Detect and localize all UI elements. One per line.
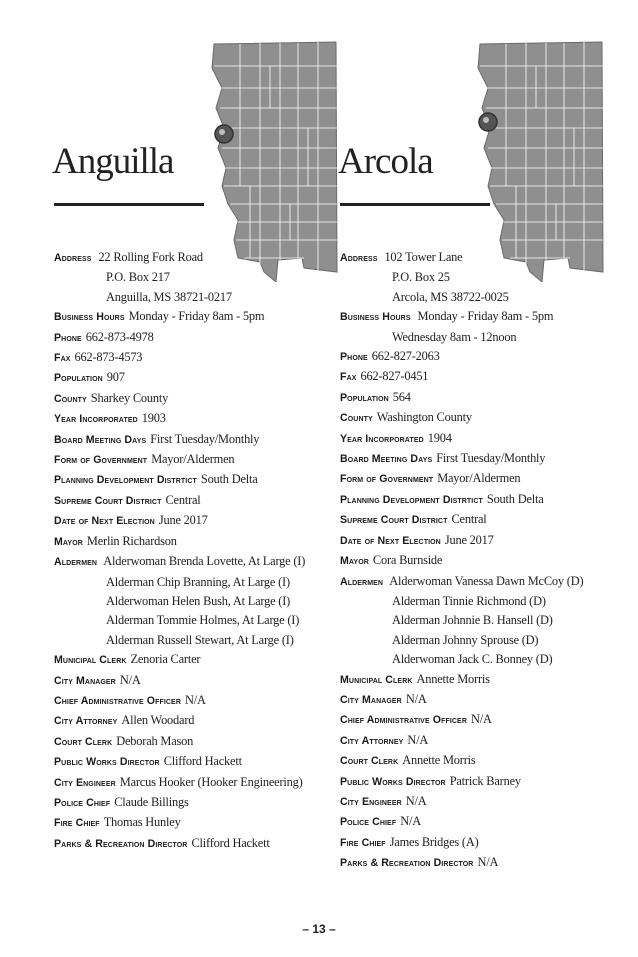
field-value: First Tuesday/Monthly: [150, 431, 260, 446]
field-label: Supreme Court District: [54, 494, 162, 507]
field-value: Clifford Hackett: [191, 835, 270, 850]
field-value: South Delta: [486, 491, 544, 506]
field-label: Police Chief: [340, 816, 397, 829]
field-row: [340, 469, 630, 489]
field-label: Chief Administrative Officer: [340, 714, 467, 727]
field-row: [54, 650, 344, 670]
field-label: Fire Chief: [54, 817, 100, 830]
field-label: Court Clerk: [54, 735, 113, 748]
field-row: [340, 812, 630, 832]
field-label: Police Chief: [54, 796, 111, 809]
field-value: Merlin Richardson: [86, 533, 177, 548]
field-label: Fax: [340, 371, 357, 384]
alderman-item: Alderman Johnnie B. Hansell (D): [392, 613, 553, 628]
field-label: Municipal Clerk: [340, 673, 413, 686]
field-value: Claude Billings: [114, 794, 189, 809]
town-entry-anguilla: [50, 0, 340, 880]
field-value: 662-827-0451: [360, 369, 429, 384]
field-value: N/A: [405, 793, 427, 808]
field-label: Supreme Court District: [340, 514, 448, 527]
field-value: June 2017: [444, 532, 494, 547]
field-label: City Attorney: [340, 734, 404, 747]
field-value: Monday - Friday 8am - 5pm: [128, 309, 265, 324]
field-row: [340, 347, 630, 367]
field-value: Clifford Hackett: [163, 754, 242, 769]
alderman-item: Alderman Chip Branning, At Large (I): [106, 574, 290, 589]
field-value: Thomas Hunley: [103, 815, 181, 830]
field-row: [54, 732, 344, 752]
field-value: N/A: [470, 712, 492, 727]
field-row: [340, 751, 630, 771]
field-label: Board Meeting Days: [340, 453, 433, 466]
field-label: Board Meeting Days: [54, 433, 147, 446]
field-row: [340, 731, 630, 751]
alderman-item: Alderman Johnny Sprouse (D): [392, 632, 539, 647]
field-row: [54, 470, 344, 490]
field-value: Marcus Hooker (Hooker Engineering): [119, 774, 303, 789]
business-hours-row: Business Hours Monday - Friday 8am - 5pm: [340, 309, 554, 324]
alderman-item: Alderwoman Jack C. Bonney (D): [392, 652, 553, 667]
town-title: Arcola: [338, 141, 433, 182]
field-row: [54, 691, 344, 711]
field-row: [54, 773, 344, 793]
field-value: First Tuesday/Monthly: [436, 451, 546, 466]
field-row: [340, 833, 630, 853]
field-value: 907: [106, 370, 125, 385]
field-label: Planning Development Distrtict: [54, 474, 197, 487]
field-value: 662-873-4573: [74, 350, 143, 365]
field-value: N/A: [119, 672, 141, 687]
field-row: [340, 490, 630, 510]
alderman-item: Alderman Tommie Holmes, At Large (I): [106, 613, 300, 628]
field-row: [340, 551, 630, 571]
field-value: Annette Morris: [402, 753, 476, 768]
alderman-item: Alderman Tinnie Richmond (D): [392, 593, 546, 608]
town-entry-arcola: [336, 0, 626, 880]
field-row: [340, 388, 630, 408]
field-label: Parks & Recreation Director: [54, 837, 188, 850]
field-row: [340, 429, 630, 449]
page-number: – 13 –: [302, 922, 336, 936]
field-value: Washington County: [376, 410, 472, 425]
field-value: N/A: [405, 691, 427, 706]
field-row: [340, 772, 630, 792]
field-label: Date of Next Election: [340, 534, 441, 547]
field-row: [54, 389, 344, 409]
field-label: Business Hours: [54, 311, 125, 324]
field-value: Deborah Mason: [116, 733, 194, 748]
field-value: Patrick Barney: [449, 773, 521, 788]
mississippi-map-icon: [194, 36, 344, 282]
field-label: Population: [340, 391, 389, 404]
field-row: [340, 510, 630, 530]
field-row: [54, 532, 344, 552]
field-row: [54, 813, 344, 833]
field-row: [340, 853, 630, 873]
field-row: [54, 511, 344, 531]
field-row: [340, 531, 630, 551]
field-label: Planning Development Distrtict: [340, 493, 483, 506]
field-row: [340, 690, 630, 710]
title-rule: [340, 203, 490, 206]
field-value: 564: [392, 389, 411, 404]
field-row: [54, 491, 344, 511]
field-label: County: [54, 392, 87, 405]
field-label: Form of Government: [54, 454, 148, 467]
field-value: 1903: [141, 411, 166, 426]
field-label: City Attorney: [54, 715, 118, 728]
field-value: N/A: [184, 692, 206, 707]
field-label: Public Works Director: [54, 756, 160, 769]
field-value: 662-873-4978: [85, 329, 154, 344]
field-row: [54, 752, 344, 772]
field-value: Cora Burnside: [372, 553, 443, 568]
field-value: 1904: [427, 430, 452, 445]
field-label: Phone: [54, 331, 82, 344]
field-value: James Bridges (A): [389, 834, 479, 849]
alderman-item: Alderman Russell Stewart, At Large (I): [106, 632, 294, 647]
field-label: Fire Chief: [340, 836, 386, 849]
field-label: Mayor: [340, 555, 369, 568]
field-value: Central: [451, 512, 487, 527]
field-label: Year Incorporated: [340, 432, 424, 445]
field-row: [54, 307, 344, 327]
town-details: [340, 248, 630, 874]
aldermen-row: Aldermen Alderwoman Vanessa Dawn McCoy (D): [340, 573, 584, 588]
field-row: [340, 449, 630, 469]
field-label: County: [340, 412, 373, 425]
field-value: N/A: [407, 732, 429, 747]
field-label: Date of Next Election: [54, 515, 155, 528]
field-label: Form of Government: [340, 473, 434, 486]
field-label: City Engineer: [340, 795, 402, 808]
address-line: Arcola, MS 38722-0025: [392, 289, 509, 304]
aldermen-row: Aldermen Alderwoman Brenda Lovette, At Large (I): [54, 554, 306, 569]
field-label: Mayor: [54, 535, 83, 548]
field-row: [340, 710, 630, 730]
field-value: 662-827-2063: [371, 349, 440, 364]
field-value: Annette Morris: [416, 671, 490, 686]
field-row: [54, 793, 344, 813]
field-row: [54, 368, 344, 388]
field-value: June 2017: [158, 513, 208, 528]
mississippi-map-icon: [460, 36, 610, 282]
address-line: Anguilla, MS 38721-0217: [106, 289, 232, 304]
field-row: [54, 430, 344, 450]
field-label: City Manager: [54, 674, 116, 687]
field-label: Public Works Director: [340, 775, 446, 788]
address-row: Address 102 Tower Lane: [340, 250, 463, 264]
field-value: Allen Woodard: [121, 713, 195, 728]
field-value: Central: [165, 492, 201, 507]
town-title: Anguilla: [52, 141, 174, 182]
field-row: [54, 450, 344, 470]
town-details: [54, 248, 344, 854]
field-label: Phone: [340, 351, 368, 364]
field-value: N/A: [477, 855, 499, 870]
field-row: [54, 328, 344, 348]
address-row: Address 22 Rolling Fork Road: [54, 250, 203, 264]
field-label: Chief Administrative Officer: [54, 694, 181, 707]
field-value: Mayor/Aldermen: [151, 452, 235, 467]
field-value: South Delta: [200, 472, 258, 487]
field-row: [54, 348, 344, 368]
field-label: Year Incorporated: [54, 413, 138, 426]
business-hours-line: Wednesday 8am - 12noon: [392, 329, 517, 344]
field-row: [340, 792, 630, 812]
field-row: [54, 834, 344, 854]
address-line: P.O. Box 25: [392, 270, 450, 285]
field-label: Parks & Recreation Director: [340, 857, 474, 870]
title-rule: [54, 203, 204, 206]
field-value: Mayor/Aldermen: [437, 471, 521, 486]
field-row: [340, 367, 630, 387]
field-label: City Manager: [340, 693, 402, 706]
field-value: N/A: [400, 814, 421, 829]
field-row: [54, 409, 344, 429]
field-row: [340, 670, 630, 690]
alderman-item: Alderwoman Helen Bush, At Large (I): [106, 593, 291, 608]
field-label: Fax: [54, 352, 71, 365]
field-row: [340, 408, 630, 428]
field-label: City Engineer: [54, 776, 116, 789]
field-label: Court Clerk: [340, 755, 399, 768]
field-label: Municipal Clerk: [54, 654, 127, 667]
field-value: Zenoria Carter: [130, 652, 201, 667]
field-label: Population: [54, 372, 103, 385]
field-row: [54, 711, 344, 731]
field-row: [54, 671, 344, 691]
field-value: Sharkey County: [90, 390, 169, 405]
address-line: P.O. Box 217: [106, 270, 170, 285]
